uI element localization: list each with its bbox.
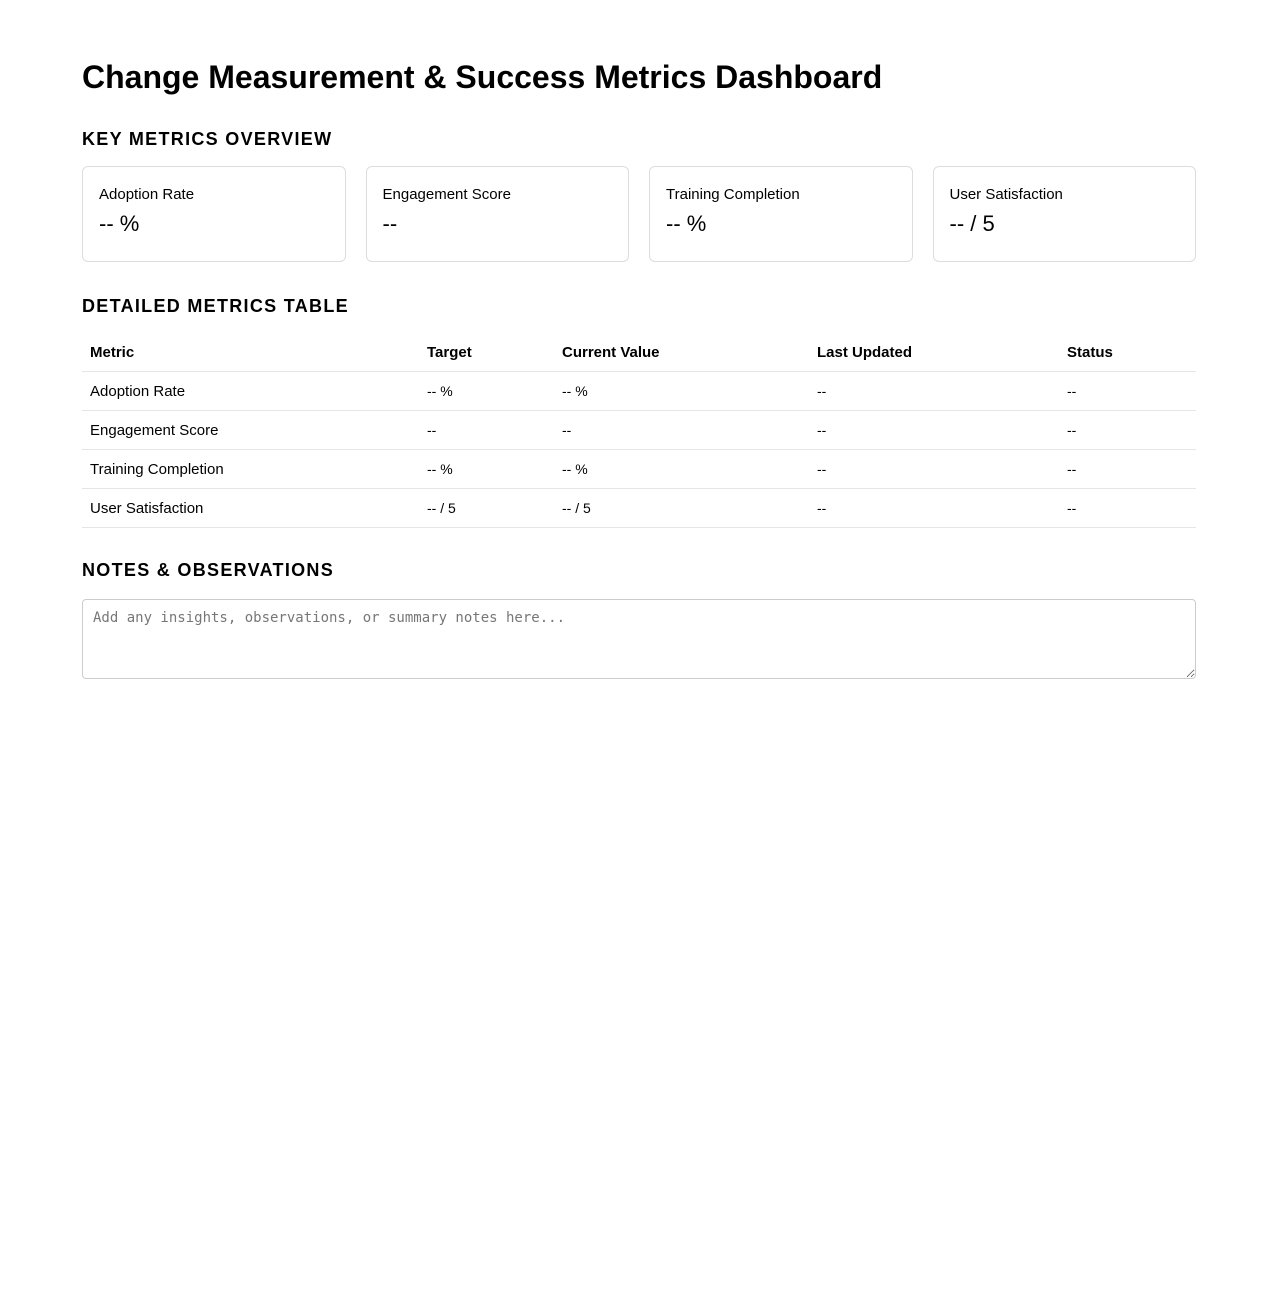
cell-metric: Training Completion: [82, 450, 419, 489]
metric-value: -- %: [666, 211, 707, 236]
metric-label: Engagement Score: [382, 186, 511, 203]
column-header-target: Target: [419, 333, 554, 372]
cell-last-updated: --: [809, 372, 1059, 411]
cell-current-value: -- %: [554, 450, 809, 489]
cell-metric: Adoption Rate: [82, 372, 419, 411]
metric-card-user-satisfaction: [933, 166, 1197, 262]
metric-card-engagement-score: [366, 166, 630, 262]
table-header-row: [82, 333, 1196, 372]
column-header-metric: Metric: [82, 333, 419, 372]
page-title: Change Measurement & Success Metrics Dashboard: [82, 59, 883, 95]
cell-status: --: [1059, 450, 1196, 489]
metric-card-adoption-rate: [82, 166, 346, 262]
cell-status: --: [1059, 372, 1196, 411]
cell-metric: Engagement Score: [82, 411, 419, 450]
metric-cards: [82, 166, 1196, 262]
cell-status: --: [1059, 489, 1196, 528]
column-header-status: Status: [1059, 333, 1196, 372]
cell-current-value: -- %: [554, 372, 809, 411]
metric-card-training-completion: [649, 166, 913, 262]
cell-status: --: [1059, 411, 1196, 450]
metrics-table: [82, 333, 1196, 528]
column-header-last-updated: Last Updated: [809, 333, 1059, 372]
metric-value: -- %: [99, 211, 140, 236]
cell-target: -- %: [419, 450, 554, 489]
notes-textarea[interactable]: [82, 599, 1196, 679]
metric-label: Training Completion: [666, 186, 800, 203]
metric-value: -- / 5: [949, 211, 995, 236]
cell-current-value: --: [554, 411, 809, 450]
section-heading-table: DETAILED METRICS TABLE: [82, 296, 349, 316]
cell-current-value: -- / 5: [554, 489, 809, 528]
cell-target: --: [419, 411, 554, 450]
cell-metric: User Satisfaction: [82, 489, 419, 528]
metric-label: User Satisfaction: [949, 186, 1063, 203]
section-heading-overview: KEY METRICS OVERVIEW: [82, 129, 333, 149]
table-row: [82, 372, 1196, 411]
section-heading-notes: NOTES & OBSERVATIONS: [82, 560, 335, 580]
cell-target: -- %: [419, 372, 554, 411]
column-header-current-value: Current Value: [554, 333, 809, 372]
cell-last-updated: --: [809, 489, 1059, 528]
table-row: [82, 450, 1196, 489]
cell-last-updated: --: [809, 411, 1059, 450]
cell-last-updated: --: [809, 450, 1059, 489]
table-row: [82, 411, 1196, 450]
cell-target: -- / 5: [419, 489, 554, 528]
metric-label: Adoption Rate: [99, 186, 195, 203]
metric-value: --: [382, 211, 398, 236]
table-row: [82, 489, 1196, 528]
